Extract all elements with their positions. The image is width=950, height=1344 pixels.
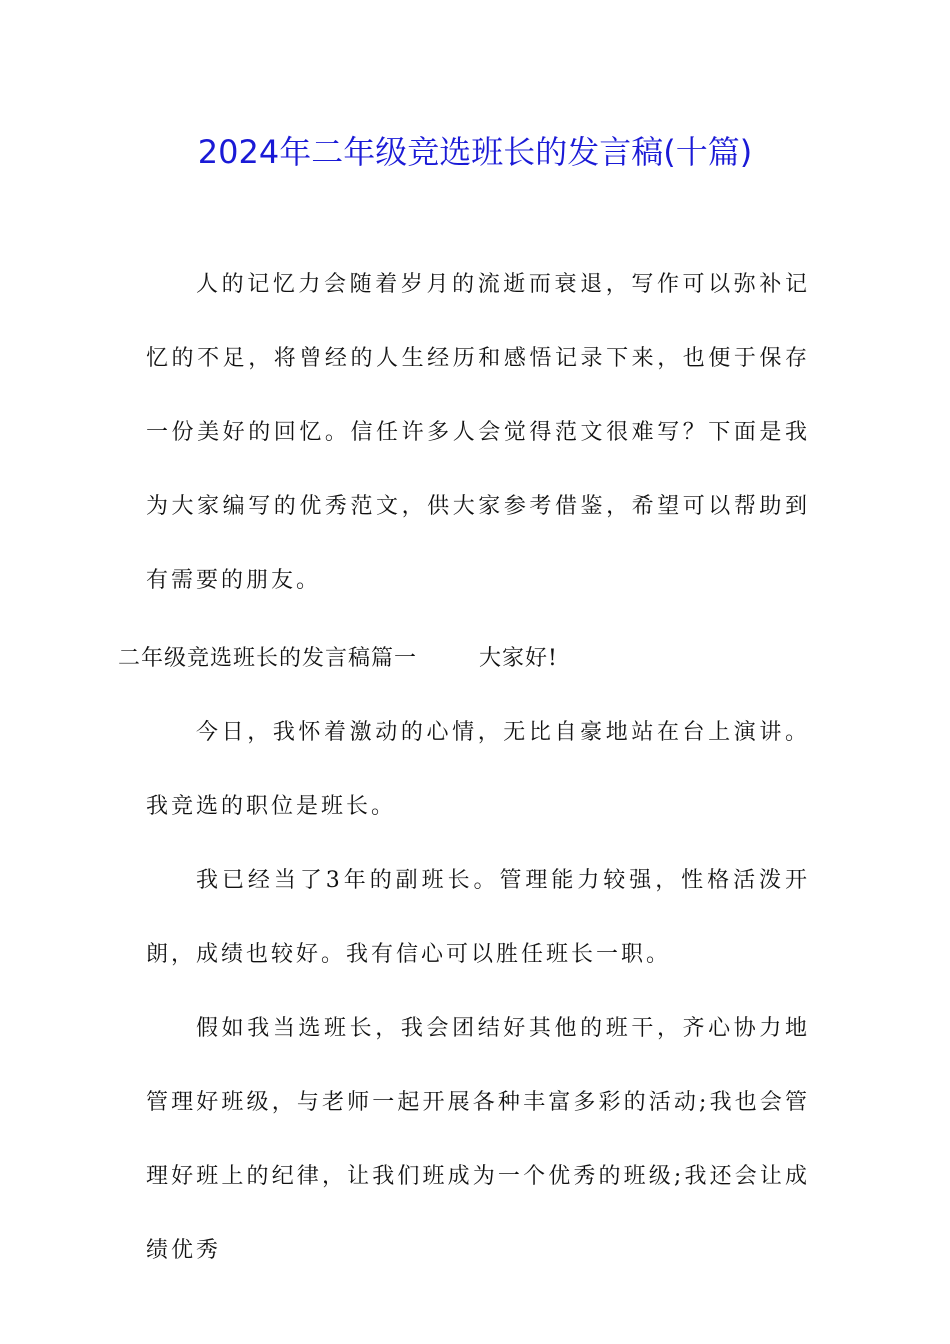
body-paragraph-3: 假如我当选班长，我会团结好其他的班干，齐心协力地管理好班级，与老师一起开展各种丰富多彩的活动;我也会管理好班上的纪律，让我们班成为一个优秀的班级;我还会让成绩优秀 [146, 1016, 810, 1263]
section-heading: 二年级竞选班长的发言稿篇一 [118, 646, 418, 671]
document-title: 2024年二年级竞选班长的发言稿(十篇) [197, 133, 753, 171]
section-heading-line [118, 622, 838, 696]
body-paragraph-1: 今日，我怀着激动的心情，无比自豪地站在台上演讲。我竞选的职位是班长。 [146, 720, 810, 819]
intro-paragraph: 人的记忆力会随着岁月的流逝而衰退，写作可以弥补记忆的不足，将曾经的人生经历和感悟记录下来，也便于保存一份美好的回忆。信任许多人会觉得范文很难写？下面是我为大家编写的优秀范文，供大家参考借鉴，希望可以帮助到有需要的朋友。 [146, 272, 810, 593]
body-paragraph-2: 我已经当了3年的副班长。管理能力较强，性格活泼开朗，成绩也较好。我有信心可以胜任班长一职。 [146, 868, 810, 967]
greeting-text: 大家好! [479, 646, 558, 671]
